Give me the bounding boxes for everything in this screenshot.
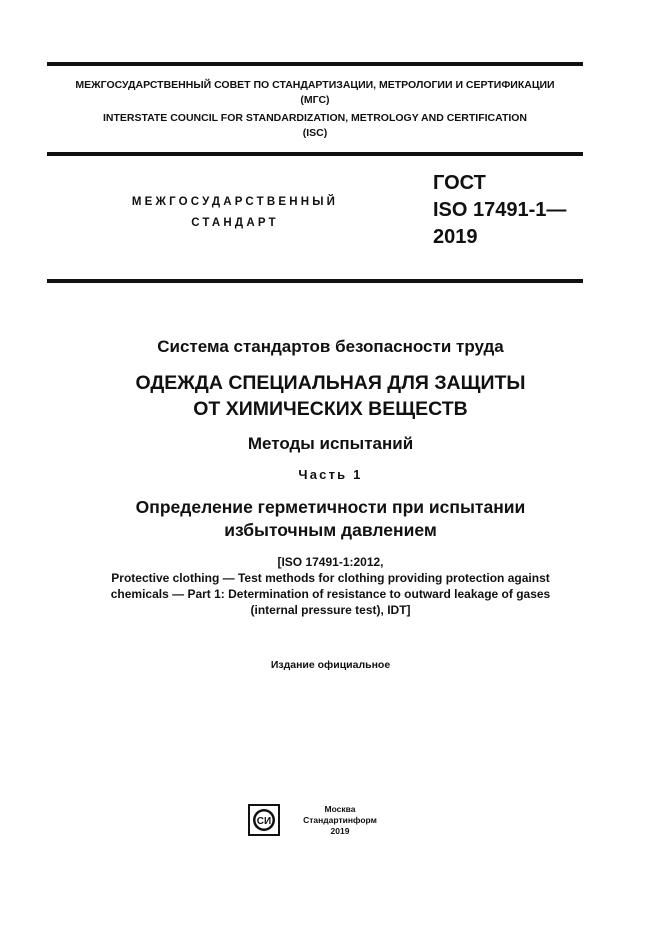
standard-designation (433, 170, 566, 251)
system-title: Система стандартов безопасности труда (157, 337, 504, 356)
part-subtitle (20, 496, 641, 542)
subtitle-line1: Определение герметичности при испытании (135, 497, 526, 517)
main-title (20, 370, 641, 422)
council-name-ru (47, 78, 583, 108)
publisher-name: Стандартинформ (303, 815, 377, 825)
council-ru-line1: МЕЖГОСУДАРСТВЕННЫЙ СОВЕТ ПО СТАНДАРТИЗАЦИИ, МЕТРОЛОГИИ И СЕРТИФИКАЦИИ (75, 79, 555, 91)
iso-reference-line4: (internal pressure test), IDT] (250, 603, 411, 617)
standard-kind (95, 192, 375, 234)
logo-mark-text: СИ (256, 816, 272, 827)
subtitle-line2: избыточным давлением (224, 520, 437, 540)
middle-rule (47, 152, 583, 156)
designation-line2: ISO 17491-1— (433, 199, 567, 221)
edition-label: Издание официальное (270, 659, 391, 671)
bottom-rule (47, 279, 583, 283)
iso-reference-line1: [ISO 17491-1:2012, (277, 555, 384, 569)
designation-line1: ГОСТ (433, 172, 486, 194)
top-rule (47, 62, 583, 66)
standard-kind-line2: СТАНДАРТ (191, 217, 279, 229)
council-en-abbrev: (ISC) (302, 127, 328, 139)
main-title-line1: ОДЕЖДА СПЕЦИАЛЬНАЯ ДЛЯ ЗАЩИТЫ (135, 372, 526, 394)
publisher-year: 2019 (330, 826, 350, 836)
main-title-line2: ОТ ХИМИЧЕСКИХ ВЕЩЕСТВ (193, 398, 468, 420)
council-ru-abbrev: (МГС) (300, 94, 330, 106)
standard-kind-line1: МЕЖГОСУДАРСТВЕННЫЙ (131, 196, 339, 208)
designation-line3: 2019 (433, 226, 478, 248)
standartinform-logo-icon (248, 804, 280, 836)
publisher-block (248, 804, 418, 844)
publisher-city: Москва (324, 804, 356, 814)
publisher-text (290, 804, 390, 837)
council-en-line1: INTERSTATE COUNCIL FOR STANDARDIZATION, METROLOGY AND CERTIFICATION (102, 112, 528, 124)
iso-reference-line2: Protective clothing — Test methods for clothing providing protection against (111, 571, 550, 585)
methods-heading: Методы испытаний (247, 434, 414, 453)
iso-reference (20, 554, 641, 618)
iso-reference-line3: chemicals — Part 1: Determination of resistance to outward leakage of gases (110, 587, 551, 601)
council-name-en (47, 111, 583, 141)
part-label: Часть 1 (298, 467, 363, 482)
